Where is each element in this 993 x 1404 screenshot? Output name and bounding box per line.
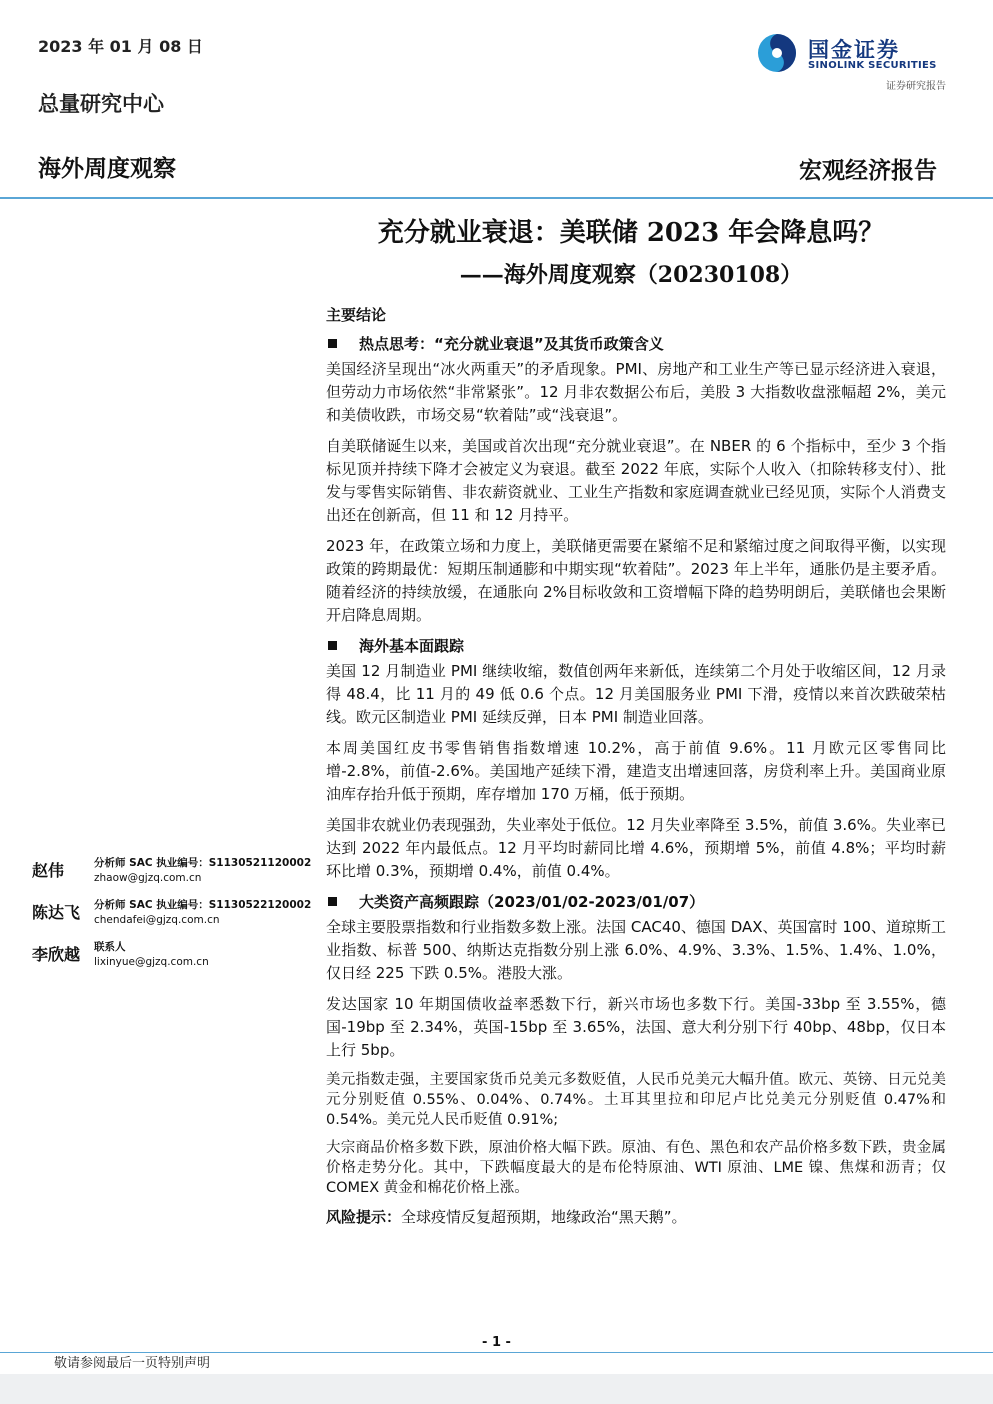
analyst-name: 赵伟 xyxy=(32,861,65,880)
paragraph: 大宗商品价格多数下跌，原油价格大幅下跌。原油、有色、黑色和农产品价格多数下跌，贵金属价格走势分化。其中，下跌幅度最大的是布伦特原油、WTI 原油、LME 镍、焦煤和沥青；仅 COMEX 黄金和棉花价格上涨。 xyxy=(326,1140,946,1196)
report-type: 宏观经济报告 xyxy=(799,158,937,184)
company-logo xyxy=(756,30,946,94)
paragraph: 本周美国红皮书零售销售指数增速 10.2%，高于前值 9.6%。11 月欧元区零售同比增-2.8%，前值-2.6%。美国地产延续下滑，建造支出增速回落，房贷利率上升。美国商业原油库存抬升低于预期，库存增加 170 万桶，低于预期。 xyxy=(326,739,946,803)
main-content xyxy=(326,304,946,1237)
paragraph: 美元指数走强，主要国家货币兑美元多数贬值，人民币兑美元大幅升值。欧元、英镑、日元兑美元分别贬值 0.55%、0.04%、0.74%。土耳其里拉和印尼卢比兑美元分别贬值 0.47%和 0.54%。美元兑人民币贬值 0.91%; xyxy=(326,1072,946,1128)
page-number: - 1 - xyxy=(482,1335,511,1350)
logo-en-text: SINOLINK SECURITIES xyxy=(808,60,937,71)
paragraph: 美国非农就业仍表现强劲，失业率处于低位。12 月失业率降至 3.5%，前值 3.6%。失业率已达到 2022 年内最低点。12 月平均时薪同比增 4.6%，预期增 5%，前值 4.8%；平均时薪环比增 0.3%，预期增 0.4%，前值 0.4%。 xyxy=(326,816,946,880)
logo-subtitle: 证券研究报告 xyxy=(886,81,946,92)
analyst-label: 分析师 SAC 执业编号： xyxy=(94,899,209,911)
header-divider xyxy=(0,197,993,199)
analyst-email[interactable]: lixinyue@gjzq.com.cn xyxy=(94,956,209,968)
bullet-square-icon xyxy=(328,897,337,906)
paragraph: 2023 年，在政策立场和力度上，美联储更需要在紧缩不足和紧缩过度之间取得平衡，以实现政策的跨期最优：短期压制通膨和中期实现“软着陆”。2023 年上半年，通胀仍是主要矛盾。随着经济的持续放缓，在通胀向 2%目标收敛和工资增幅下降的趋势明朗后，美联储也会果断开启降息周期。 xyxy=(326,537,946,624)
disclaimer-note: 敬请参阅最后一页特别声明 xyxy=(54,1356,211,1371)
bullet-square-icon xyxy=(328,641,337,650)
research-center: 总量研究中心 xyxy=(38,92,164,116)
contact-label: 联系人 xyxy=(94,941,126,953)
analyst-entry xyxy=(32,898,312,928)
report-date: 2023 年 01 月 08 日 xyxy=(38,37,203,56)
section-heading: 大类资产高频跟踪（2023/01/02-2023/01/07） xyxy=(326,891,946,912)
paragraph: 美国经济呈现出“冰火两重天”的矛盾现象。PMI、房地产和工业生产等已显示经济进入衰退，但劳动力市场依然“非常紧张”。12 月非农数据公布后，美股 3 大指数收盘涨幅超 2%，美元和美债收跌，市场交易“软着陆”或“浅衰退”。 xyxy=(326,360,946,424)
analyst-email[interactable]: chendafei@gjzq.com.cn xyxy=(94,914,220,926)
analyst-sac-number: S1130521120002 xyxy=(208,857,312,869)
paragraph: 发达国家 10 年期国债收益率悉数下行，新兴市场也多数下行。美国-33bp 至 3.55%，德国-19bp 至 2.34%，英国-15bp 至 3.65%，法国、意大利分别下行 40bp、48bp，仅日本上行 5bp。 xyxy=(326,995,946,1059)
page-bottom-band xyxy=(0,1374,993,1404)
analyst-entry xyxy=(32,940,312,970)
analyst-list xyxy=(32,856,312,982)
report-title: 充分就业衰退：美联储 2023 年会降息吗？ xyxy=(377,218,885,248)
risk-label: 风险提示： xyxy=(326,1208,402,1226)
analyst-entry xyxy=(32,856,312,886)
paragraph: 美国 12 月制造业 PMI 继续收缩，数值创两年来新低，连续第二个月处于收缩区间，12 月录得 48.4，比 11 月的 49 低 0.6 个点。12 月美国服务业 PMI 下滑，疫情以来首次跌破荣枯线。欧元区制造业 PMI 延续反弹，日本 PMI 制造业回落。 xyxy=(326,662,946,726)
logo-cn-text: 国金证券 xyxy=(808,38,900,62)
analyst-label: 分析师 SAC 执业编号： xyxy=(94,857,209,869)
section-heading: 热点思考：“充分就业衰退”及其货币政策含义 xyxy=(326,333,946,354)
report-subtitle: ——海外周度观察（20230108） xyxy=(459,262,803,288)
analyst-email[interactable]: zhaow@gjzq.com.cn xyxy=(94,872,202,884)
risk-warning xyxy=(326,1206,946,1229)
analyst-name: 陈达飞 xyxy=(32,903,81,922)
analyst-name: 李欣越 xyxy=(32,945,81,964)
sinolink-logo-icon xyxy=(756,32,798,74)
paragraph: 全球主要股票指数和行业指数多数上涨。法国 CAC40、德国 DAX、英国富时 100、道琼斯工业指数、标普 500、纳斯达克指数分别上涨 6.0%、4.9%、3.3%、1.5%、1.4%、1.0%，仅日经 225 下跌 0.5%。港股大涨。 xyxy=(326,918,946,982)
paragraph: 自美联储诞生以来，美国或首次出现“充分就业衰退”。在 NBER 的 6 个指标中，至少 3 个指标见顶并持续下降才会被定义为衰退。截至 2022 年底，实际个人收入（扣除转移支付）、批发与零售实际销售、非农薪资就业、工业生产指数和家庭调查就业已经见顶，实际个人消费支出还在创新高，但 11 和 12 月持平。 xyxy=(326,437,946,524)
report-series: 海外周度观察 xyxy=(38,156,176,182)
analyst-sac-number: S1130522120002 xyxy=(208,899,312,911)
bullet-square-icon xyxy=(328,339,337,348)
risk-text: 全球疫情反复超预期，地缘政治“黑天鹅”。 xyxy=(401,1208,687,1226)
section-heading: 海外基本面跟踪 xyxy=(326,635,946,656)
main-conclusions-heading: 主要结论 xyxy=(326,306,387,324)
